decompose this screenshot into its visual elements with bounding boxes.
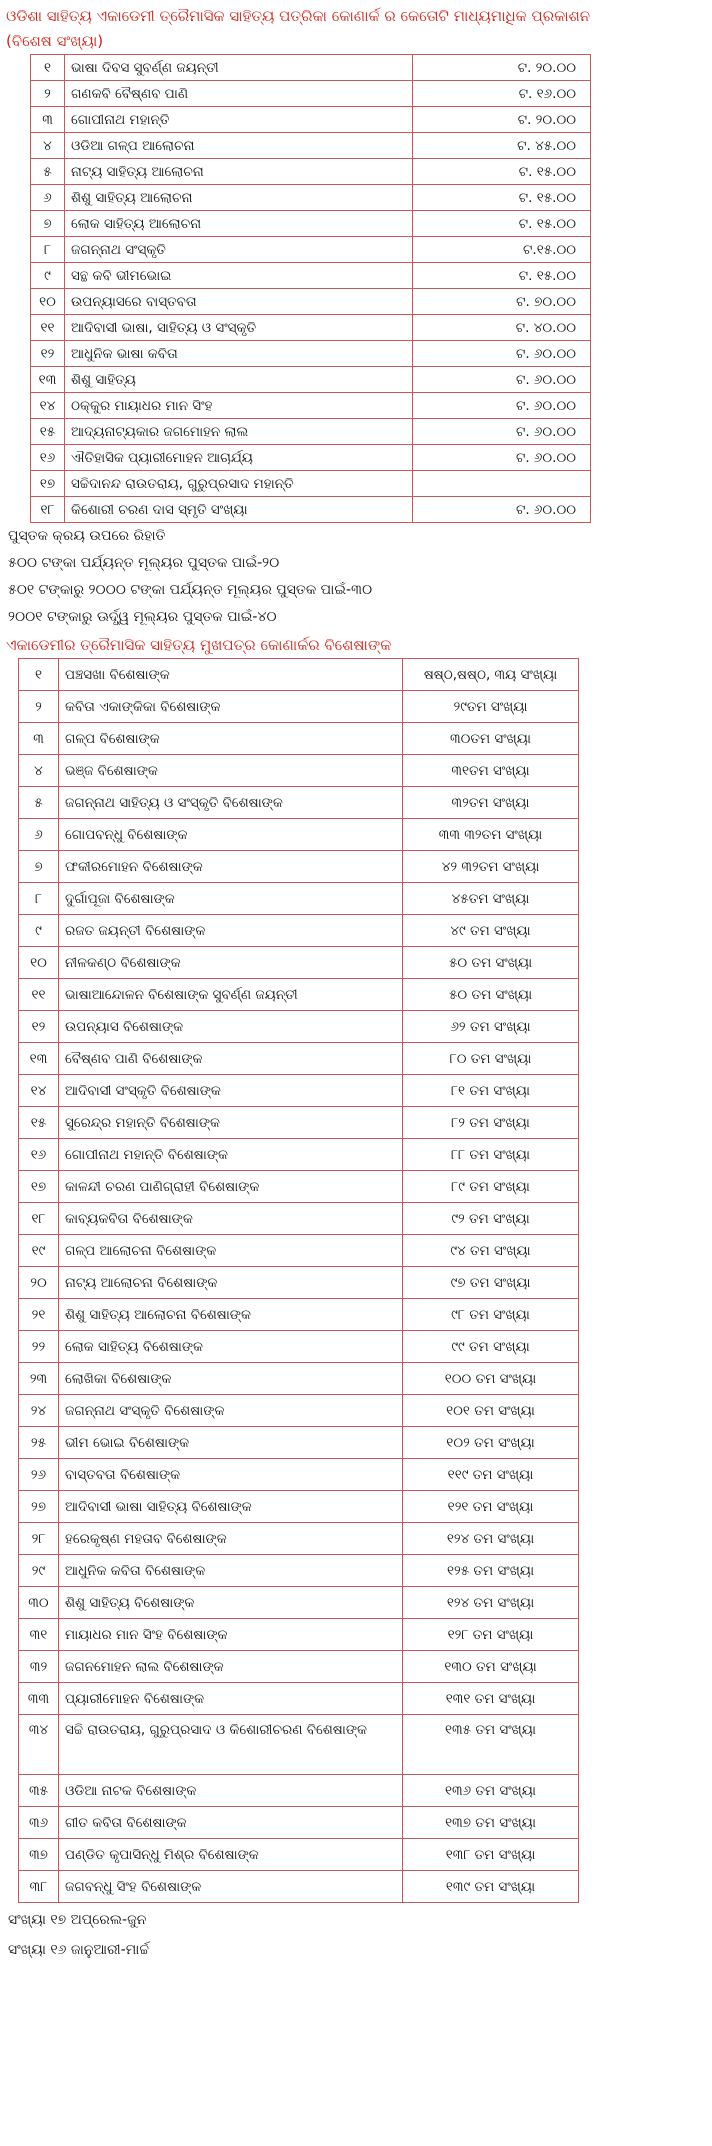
special-issue-row-name: ଗୋପୀନାଥ ମହାନ୍ତି	[65, 107, 413, 133]
discount-note: ପୁସ୍ତକ କ୍ରୟ ଉପରେ ରିହାତି	[8, 528, 166, 544]
special-issue-row-name: ଭାଷା ଦିବସ ସୁବର୍ଣ୍ଣ ଜୟନ୍ତୀ	[65, 55, 413, 81]
special-issue-row-name: ଜଗନ୍ନାଥ ସଂସ୍କୃତି	[65, 237, 413, 263]
konark-special-row	[19, 1171, 579, 1203]
special-issue-row-price: ଟ. ୬୦.୦୦	[413, 367, 591, 393]
konark-special-row	[19, 915, 579, 947]
konark-special-row	[19, 1619, 579, 1651]
konark-special-row-issue: ୯୭ ତମ ସଂଖ୍ୟା	[403, 1267, 579, 1299]
special-issue-row	[31, 237, 591, 263]
special-issue-row-price: ଟ. ୧୫.୦୦	[413, 263, 591, 289]
special-issue-row-no: ୧୩	[31, 367, 65, 393]
konark-special-row-issue: ୯୨ ତମ ସଂଖ୍ୟା	[403, 1203, 579, 1235]
special-issue-row-price: ଟ. ୭୦.୦୦	[413, 289, 591, 315]
konark-special-row-issue: ୧୩୧ ତମ ସଂଖ୍ୟା	[403, 1683, 579, 1715]
konark-special-row-name: କାଳନ୍ଦୀ ଚରଣ ପାଣିଗ୍ରାହୀ ବିଶେଷାଙ୍କ	[59, 1171, 403, 1203]
special-issue-row-name: ଓଡିଆ ଗଳ୍ପ ଆଲୋଚନା	[65, 133, 413, 159]
special-issue-row	[31, 159, 591, 185]
special-issue-row-name: ଶିଶୁ ସାହିତ୍ୟ	[65, 367, 413, 393]
special-issue-row	[31, 471, 591, 497]
konark-special-row	[19, 755, 579, 787]
konark-special-row-name: ଗୋପବନ୍ଧୁ ବିଶେଷାଙ୍କ	[59, 819, 403, 851]
konark-special-row	[19, 1871, 579, 1903]
special-issue-row-name: ଉପନ୍ୟାସରେ ବାସ୍ତବତା	[65, 289, 413, 315]
special-issue-row	[31, 393, 591, 419]
konark-special-row-name: ଗଳ୍ପ ଆଲୋଚନା ବିଶେଷାଙ୍କ	[59, 1235, 403, 1267]
konark-special-row-issue: ୫୦ ତମ ସଂଖ୍ୟା	[403, 979, 579, 1011]
konark-special-row-no: ୨୨	[19, 1331, 59, 1363]
konark-special-row-issue: ୫୦ ତମ ସଂଖ୍ୟା	[403, 947, 579, 979]
konark-special-row	[19, 1363, 579, 1395]
konark-special-row	[19, 1107, 579, 1139]
konark-special-row-issue: ୯୮ ତମ ସଂଖ୍ୟା	[403, 1299, 579, 1331]
konark-special-row-no: ୧୮	[19, 1203, 59, 1235]
konark-special-row-no: ୩୬	[19, 1807, 59, 1839]
discount-note: ୨୦୦୧ ଟଙ୍କାରୁ ଊର୍ଦ୍ଧ୍ୱ ମୂଲ୍ୟର ପୁସ୍ତକ ପାଇଁ-୪୦	[8, 609, 277, 625]
konark-special-row-name: ମାୟାଧର ମାନ ସିଂହ ବିଶେଷାଙ୍କ	[59, 1619, 403, 1651]
konark-special-row-issue: ୪୨ ୩୨ତମ ସଂଖ୍ୟା	[403, 851, 579, 883]
special-issue-row-name: ଆଧୁନିକ ଭାଷା କବିତା	[65, 341, 413, 367]
konark-special-row-name: ଜଗନମୋହନ ଲାଲ ବିଶେଷାଙ୍କ	[59, 1651, 403, 1683]
konark-special-row-name: ପଣ୍ଡିତ କୃପାସିନ୍ଧୁ ମିଶ୍ର ବିଶେଷାଙ୍କ	[59, 1839, 403, 1871]
konark-special-row-no: ୩୪	[19, 1715, 59, 1775]
konark-special-row	[19, 1235, 579, 1267]
konark-special-row-issue: ୧୨୫ ତମ ସଂଖ୍ୟା	[403, 1555, 579, 1587]
konark-special-row	[19, 1555, 579, 1587]
konark-special-row	[19, 1715, 579, 1775]
konark-special-row-name: ଭୀମ ଭୋଇ ବିଶେଷାଙ୍କ	[59, 1427, 403, 1459]
konark-special-row-no: ୯	[19, 915, 59, 947]
special-issue-row-no: ୪	[31, 133, 65, 159]
konark-special-row-issue: ୧୨୮ ତମ ସଂଖ୍ୟା	[403, 1619, 579, 1651]
special-issue-row-no: ୧	[31, 55, 65, 81]
konark-special-row-no: ୨	[19, 691, 59, 723]
konark-special-row-no: ୫	[19, 787, 59, 819]
special-issue-row-no: ୮	[31, 237, 65, 263]
konark-special-row-issue: ୯୪ ତମ ସଂଖ୍ୟା	[403, 1235, 579, 1267]
special-issue-row-price: ଟ. ୬୦.୦୦	[413, 497, 591, 523]
konark-special-row-issue: ୮୯ ତମ ସଂଖ୍ୟା	[403, 1171, 579, 1203]
konark-special-row-no: ୮	[19, 883, 59, 915]
konark-special-row	[19, 1491, 579, 1523]
konark-special-row-no: ୩୩	[19, 1683, 59, 1715]
konark-special-row-name: ଗଳ୍ପ ବିଶେଷାଙ୍କ	[59, 723, 403, 755]
konark-special-row-issue: ୧୩୬ ତମ ସଂଖ୍ୟା	[403, 1775, 579, 1807]
special-issue-row-no: ୧୪	[31, 393, 65, 419]
konark-special-row-name: ଉପନ୍ୟାସ ବିଶେଷାଙ୍କ	[59, 1011, 403, 1043]
special-issue-row-price: ଟ. ୧୫.୦୦	[413, 159, 591, 185]
konark-special-row	[19, 947, 579, 979]
konark-special-row-name: ସଚ୍ଚି ରାଉତରାୟ, ଗୁରୁପ୍ରସାଦ ଓ କିଶୋରୀଚରଣ ବିଶେଷାଙ୍କ	[59, 1715, 403, 1775]
konark-special-row-issue: ୪୯ ତମ ସଂଖ୍ୟା	[403, 915, 579, 947]
konark-special-row	[19, 1807, 579, 1839]
konark-special-row-no: ୩୮	[19, 1871, 59, 1903]
konark-special-row-issue: ୮୮ ତମ ସଂଖ୍ୟା	[403, 1139, 579, 1171]
special-issue-row-name: ନାଟ୍ୟ ସାହିତ୍ୟ ଆଲୋଚନା	[65, 159, 413, 185]
konark-special-row-issue: ୧୧୯ ତମ ସଂଖ୍ୟା	[403, 1459, 579, 1491]
konark-special-row-name: ଲୋଖିକା ବିଶେଷାଙ୍କ	[59, 1363, 403, 1395]
special-issue-row-price: ଟ. ୧୫.୦୦	[413, 211, 591, 237]
konark-special-row-no: ୨୯	[19, 1555, 59, 1587]
special-issue-row-no: ୧୦	[31, 289, 65, 315]
konark-special-row-no: ୩୦	[19, 1587, 59, 1619]
special-issue-row-name: ଶିଶୁ ସାହିତ୍ୟ ଆଲୋଚନା	[65, 185, 413, 211]
konark-special-row	[19, 1839, 579, 1871]
konark-special-row	[19, 1459, 579, 1491]
konark-special-row-issue: ୩୩ ୩୨ତମ ସଂଖ୍ୟା	[403, 819, 579, 851]
special-issue-row	[31, 367, 591, 393]
konark-special-row-issue: ୧୨୧ ତମ ସଂଖ୍ୟା	[403, 1491, 579, 1523]
konark-special-row-no: ୬	[19, 819, 59, 851]
special-issue-row	[31, 341, 591, 367]
konark-special-row	[19, 851, 579, 883]
konark-special-row-name: ପଞ୍ଚସଖା ବିଶେଷାଙ୍କ	[59, 659, 403, 691]
konark-special-row-no: ୧୦	[19, 947, 59, 979]
special-issue-row-no: ୨	[31, 81, 65, 107]
konark-special-row	[19, 1651, 579, 1683]
special-issue-row	[31, 419, 591, 445]
konark-special-row-no: ୧୩	[19, 1043, 59, 1075]
special-issue-row-price: ଟ.୧୫.୦୦	[413, 237, 591, 263]
special-issue-row-name: ଠକ୍କୁର ମାୟାଧର ମାନ ସିଂହ	[65, 393, 413, 419]
konark-special-row-issue: ୧୦୨ ତମ ସଂଖ୍ୟା	[403, 1427, 579, 1459]
special-issue-row-no: ୧୫	[31, 419, 65, 445]
konark-special-row-issue: ୩୦ତମ ସଂଖ୍ୟା	[403, 723, 579, 755]
discount-note: ୫୦୧ ଟଙ୍କାରୁ ୨୦୦୦ ଟଙ୍କା ପର୍ଯ୍ୟନ୍ତ ମୂଲ୍ୟର ପୁସ୍ତକ ପାଇଁ-୩୦	[8, 582, 373, 598]
konark-special-row-issue: ୮୨ ତମ ସଂଖ୍ୟା	[403, 1107, 579, 1139]
konark-special-row-no: ୨୭	[19, 1491, 59, 1523]
konark-special-row	[19, 1203, 579, 1235]
special-issue-row-name: ସନ୍ଥ କବି ଭୀମଭୋଇ	[65, 263, 413, 289]
special-issue-row	[31, 445, 591, 471]
konark-special-row-name: ବୈଷ୍ଣବ ପାଣି ବିଶେଷାଙ୍କ	[59, 1043, 403, 1075]
konark-special-row-name: ଆଧୁନିକ କବିତା ବିଶେଷାଙ୍କ	[59, 1555, 403, 1587]
konark-special-row-issue: ୧୩୮ ତମ ସଂଖ୍ୟା	[403, 1839, 579, 1871]
special-issue-row-name: ଐତିହାସିକ ପ୍ୟାରୀମୋହନ ଆଚାର୍ଯ୍ୟ	[65, 445, 413, 471]
special-issue-row-name: ସଚ୍ଚିଦାନନ୍ଦ ରାଉତରାୟ, ଗୁରୁପ୍ରସାଦ ମହାନ୍ତି	[65, 471, 413, 497]
konark-special-row-issue: ୧୩୫ ତମ ସଂଖ୍ୟା	[403, 1715, 579, 1775]
konark-special-row	[19, 723, 579, 755]
konark-special-row	[19, 1075, 579, 1107]
konark-special-row-name: ଜଗନ୍ନାଥ ସଂସ୍କୃତି ବିଶେଷାଙ୍କ	[59, 1395, 403, 1427]
special-issue-row-no: ୧୨	[31, 341, 65, 367]
konark-special-row-name: ନୀଳକଣ୍ଠ ବିଶେଷାଙ୍କ	[59, 947, 403, 979]
special-issue-row-price: ଟ. ୬୦.୦୦	[413, 445, 591, 471]
special-issue-row-price: ଟ. ୨୦.୦୦	[413, 55, 591, 81]
konark-special-row-name: ଶିଶୁ ସାହିତ୍ୟ ବିଶେଷାଙ୍କ	[59, 1587, 403, 1619]
konark-special-row-no: ୨୫	[19, 1427, 59, 1459]
footer-line: ସଂଖ୍ୟା ୧୭ ଅପ୍ରେଲ-ଜୁନ	[8, 1912, 147, 1928]
konark-special-row-no: ୨୧	[19, 1299, 59, 1331]
special-issue-row-price: ଟ. ୬୦.୦୦	[413, 419, 591, 445]
konark-special-row-no: ୧୧	[19, 979, 59, 1011]
konark-special-row-no: ୩	[19, 723, 59, 755]
konark-special-row-name: ଜଗବନ୍ଧୁ ସିଂହ ବିଶେଷାଙ୍କ	[59, 1871, 403, 1903]
konark-special-row	[19, 787, 579, 819]
konark-special-row-no: ୧୬	[19, 1139, 59, 1171]
konark-special-row-no: ୧୭	[19, 1171, 59, 1203]
konark-special-row-issue: ୪୫ତମ ସଂଖ୍ୟା	[403, 883, 579, 915]
special-issue-row-no: ୧୧	[31, 315, 65, 341]
konark-special-row	[19, 1043, 579, 1075]
special-issue-row	[31, 289, 591, 315]
special-issue-row-no: ୧୬	[31, 445, 65, 471]
special-issue-row-name: ଆଦ୍ୟନାଟ୍ୟକାର ଜଗମୋହନ ଲାଲ	[65, 419, 413, 445]
special-issue-row	[31, 185, 591, 211]
konark-special-row-name: ଶିଶୁ ସାହିତ୍ୟ ଆଲୋଚନା ବିଶେଷାଙ୍କ	[59, 1299, 403, 1331]
konark-special-row-name: କାବ୍ୟକବିତା ବିଶେଷାଙ୍କ	[59, 1203, 403, 1235]
special-issue-row-price	[413, 471, 591, 497]
special-issue-row	[31, 133, 591, 159]
konark-special-row-no: ୨୬	[19, 1459, 59, 1491]
konark-special-row	[19, 1011, 579, 1043]
konark-special-row-no: ୧୪	[19, 1075, 59, 1107]
konark-special-row	[19, 1331, 579, 1363]
konark-special-row-no: ୧୯	[19, 1235, 59, 1267]
konark-special-row-name: ଭାଷାଆନ୍ଦୋଳନ ବିଶେଷାଙ୍କ ସୁବର୍ଣ୍ଣ ଜୟନ୍ତୀ	[59, 979, 403, 1011]
page-subtitle: (ବିଶେଷ ସଂଖ୍ୟା)	[6, 32, 104, 50]
konark-special-row-issue: ୮୦ ତମ ସଂଖ୍ୟା	[403, 1043, 579, 1075]
special-issue-row-name: କିଶୋରୀ ଚରଣ ଦାସ ସ୍ମୃତି ସଂଖ୍ୟା	[65, 497, 413, 523]
konark-special-row-no: ୪	[19, 755, 59, 787]
konark-special-row-issue: ୧୦୧ ତମ ସଂଖ୍ୟା	[403, 1395, 579, 1427]
konark-special-row	[19, 1395, 579, 1427]
konark-special-row	[19, 1683, 579, 1715]
special-issue-row-price: ଟ. ୧୫.୦୦	[413, 185, 591, 211]
konark-special-row-name: ଭଞ୍ଜ ବିଶେଷାଙ୍କ	[59, 755, 403, 787]
konark-special-row-no: ୩୭	[19, 1839, 59, 1871]
special-issue-row	[31, 497, 591, 523]
special-issue-row-name: ଗଣକବି ବୈଷ୍ଣବ ପାଣି	[65, 81, 413, 107]
konark-special-row-no: ୩୨	[19, 1651, 59, 1683]
konark-special-row-name: ଜଗନ୍ନାଥ ସାହିତ୍ୟ ଓ ସଂସ୍କୃତି ବିଶେଷାଙ୍କ	[59, 787, 403, 819]
konark-special-row	[19, 1775, 579, 1807]
konark-special-row	[19, 1139, 579, 1171]
konark-special-row	[19, 1427, 579, 1459]
konark-special-row-name: ବାସ୍ତବତା ବିଶେଷାଙ୍କ	[59, 1459, 403, 1491]
konark-special-row-no: ୨୦	[19, 1267, 59, 1299]
special-issue-row-no: ୧୮	[31, 497, 65, 523]
discount-notes	[0, 523, 712, 631]
konark-special-row-issue: ଷଷ୍ଠ,ଷଷ୍ଠ, ୩ୟ ସଂଖ୍ୟା	[403, 659, 579, 691]
special-issue-row-no: ୩	[31, 107, 65, 133]
konark-special-row-issue: ୯୯ ତମ ସଂଖ୍ୟା	[403, 1331, 579, 1363]
konark-special-row	[19, 1523, 579, 1555]
konark-special-row-no: ୩୧	[19, 1619, 59, 1651]
special-issue-row-price: ଟ. ୨୦.୦୦	[413, 107, 591, 133]
konark-special-row-issue: ୧୩୦ ତମ ସଂଖ୍ୟା	[403, 1651, 579, 1683]
konark-specials-table	[18, 658, 579, 1903]
konark-special-row	[19, 819, 579, 851]
special-issue-row	[31, 263, 591, 289]
konark-special-row-no: ୩୫	[19, 1775, 59, 1807]
special-issue-row	[31, 315, 591, 341]
konark-special-row-no: ୨୮	[19, 1523, 59, 1555]
konark-special-row	[19, 1267, 579, 1299]
special-issue-row-no: ୫	[31, 159, 65, 185]
konark-special-row-name: ଲୋକ ସାହିତ୍ୟ ବିଶେଷାଙ୍କ	[59, 1331, 403, 1363]
footer-line: ସଂଖ୍ୟା ୧୬ ଜାନୁଆରୀ-ମାର୍ଚ୍ଚ	[8, 1942, 150, 1958]
special-issue-row-price: ଟ. ୬୦.୦୦	[413, 341, 591, 367]
special-issue-row	[31, 81, 591, 107]
special-issue-row-name: ଲୋକ ସାହିତ୍ୟ ଆଲୋଚନା	[65, 211, 413, 237]
konark-special-row-name: ଓଡିଆ ନାଟକ ବିଶେଷାଙ୍କ	[59, 1775, 403, 1807]
konark-special-row-name: ନାଟ୍ୟ ଆଲୋଚନା ବିଶେଷାଙ୍କ	[59, 1267, 403, 1299]
konark-special-row	[19, 883, 579, 915]
special-issue-row-no: ୬	[31, 185, 65, 211]
konark-special-row-name: ଆଦିବାସୀ ଭାଷା ସାହିତ୍ୟ ବିଶେଷାଙ୍କ	[59, 1491, 403, 1523]
konark-special-row-issue: ୮୧ ତମ ସଂଖ୍ୟା	[403, 1075, 579, 1107]
konark-special-row-no: ୨୪	[19, 1395, 59, 1427]
konark-special-row-no: ୧	[19, 659, 59, 691]
special-issue-row	[31, 55, 591, 81]
konark-special-row-no: ୨୩	[19, 1363, 59, 1395]
konark-special-row-name: ରଜତ ଜୟନ୍ତୀ ବିଶେଷାଙ୍କ	[59, 915, 403, 947]
konark-special-row	[19, 1299, 579, 1331]
special-issue-row-price: ଟ. ୪୫.୦୦	[413, 133, 591, 159]
konark-special-row-issue: ୩୨ତମ ସଂଖ୍ୟା	[403, 787, 579, 819]
special-issue-row-no: ୭	[31, 211, 65, 237]
konark-special-row	[19, 691, 579, 723]
konark-special-row-no: ୧୨	[19, 1011, 59, 1043]
special-issue-row-no: ୧୭	[31, 471, 65, 497]
konark-special-row	[19, 1587, 579, 1619]
special-issue-row-price: ଟ. ୧୬.୦୦	[413, 81, 591, 107]
section-title: ଏକାଡେମୀର ତ୍ରୈମାସିକ ସାହିତ୍ୟ ମୁଖପତ୍ର କୋଣାର୍କର ବିଶେଷାଙ୍କ	[6, 636, 392, 654]
discount-note: ୫୦୦ ଟଙ୍କା ପର୍ଯ୍ୟନ୍ତ ମୂଲ୍ୟର ପୁସ୍ତକ ପାଇଁ-୨୦	[8, 555, 280, 571]
konark-special-row	[19, 659, 579, 691]
konark-special-row-issue: ୬୨ ତମ ସଂଖ୍ୟା	[403, 1011, 579, 1043]
konark-special-row-no: ୭	[19, 851, 59, 883]
konark-special-row-issue: ୧୦୦ ତମ ସଂଖ୍ୟା	[403, 1363, 579, 1395]
page-title: ଓଡିଶା ସାହିତ୍ୟ ଏକାଡେମୀ ତ୍ରୈମାସିକ ସାହିତ୍ୟ ପତ୍ରିକା କୋଣାର୍କ ର କେତୋଟି ମାଧ୍ୟମାଧିକ ପ୍ରକାଶନ	[6, 7, 591, 25]
konark-special-row-name: ଫକୀରମୋହନ ବିଶେଷାଙ୍କ	[59, 851, 403, 883]
konark-special-row-name: ପ୍ୟାରୀମୋହନ ବିଶେଷାଙ୍କ	[59, 1683, 403, 1715]
konark-special-row-issue: ୨୯ତମ ସଂଖ୍ୟା	[403, 691, 579, 723]
konark-special-row-issue: ୧୨୪ ତମ ସଂଖ୍ୟା	[403, 1523, 579, 1555]
konark-special-row-name: କବିତା ଏକାଙ୍କିକା ବିଶେଷାଙ୍କ	[59, 691, 403, 723]
konark-special-row-issue: ୧୩୭ ତମ ସଂଖ୍ୟା	[403, 1807, 579, 1839]
konark-special-row-name: ସୁରେନ୍ଦ୍ର ମହାନ୍ତି ବିଶେଷାଙ୍କ	[59, 1107, 403, 1139]
special-issue-row	[31, 211, 591, 237]
konark-special-row-name: ଦୁର୍ଗାପୂଜା ବିଶେଷାଙ୍କ	[59, 883, 403, 915]
konark-special-row-no: ୧୫	[19, 1107, 59, 1139]
konark-special-row-issue: ୧୨୪ ତମ ସଂଖ୍ୟା	[403, 1587, 579, 1619]
special-issue-row-no: ୯	[31, 263, 65, 289]
konark-special-row-issue: ୧୩୯ ତମ ସଂଖ୍ୟା	[403, 1871, 579, 1903]
special-issue-row-price: ଟ. ୬୦.୦୦	[413, 393, 591, 419]
konark-special-row-name: ଗୀତ କବିତା ବିଶେଷାଙ୍କ	[59, 1807, 403, 1839]
special-issue-row-price: ଟ. ୪୦.୦୦	[413, 315, 591, 341]
konark-special-row	[19, 979, 579, 1011]
konark-special-row-issue: ୩୧ତମ ସଂଖ୍ୟା	[403, 755, 579, 787]
footer	[0, 1907, 712, 1963]
special-issue-row	[31, 107, 591, 133]
konark-special-row-name: ଆଦିବାସୀ ସଂସ୍କୃତି ବିଶେଷାଙ୍କ	[59, 1075, 403, 1107]
special-issues-table	[30, 54, 591, 523]
konark-special-row-name: ଗୋପୀନାଥ ମହାନ୍ତି ବିଶେଷାଙ୍କ	[59, 1139, 403, 1171]
special-issue-row-name: ଆଦିବାସୀ ଭାଷା, ସାହିତ୍ୟ ଓ ସଂସ୍କୃତି	[65, 315, 413, 341]
konark-special-row-name: ହରେକୃଷ୍ଣ ମହତାବ ବିଶେଷାଙ୍କ	[59, 1523, 403, 1555]
